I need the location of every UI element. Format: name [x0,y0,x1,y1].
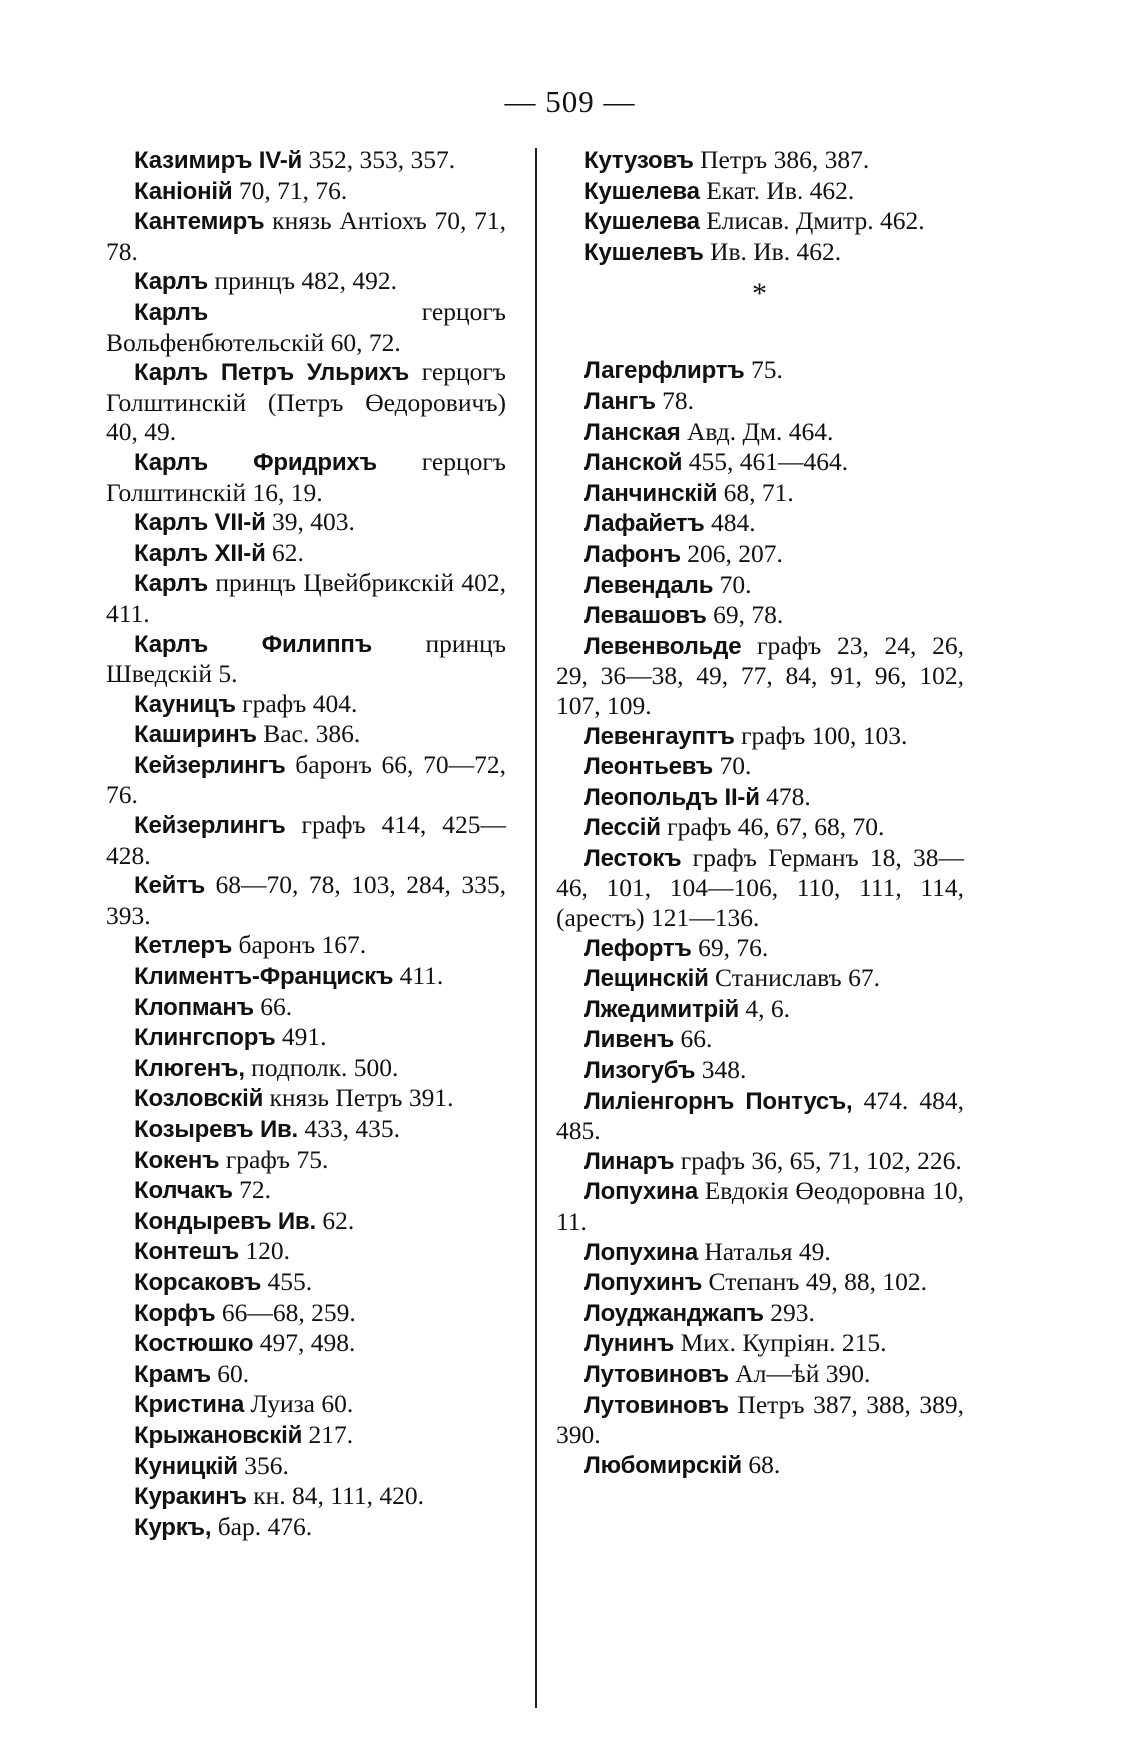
index-entry [556,539,964,570]
index-entry [106,870,506,930]
entry-name: Кушелева [584,177,700,205]
entry-name: Карлъ Фридрихъ [134,448,377,476]
entry-name: Лафонъ [584,540,681,568]
index-entry [556,206,964,237]
index-entry [556,478,964,509]
index-entry [106,629,506,689]
entry-name: Любомирскій [584,1451,742,1479]
index-entry [556,447,964,478]
entry-name: Левашовъ [584,602,707,630]
entry-name: Ланской [584,449,683,477]
entry-references: Станиславъ 67. [708,963,880,993]
entry-name: Каширинъ [134,721,257,749]
entry-references: 474. 484, 485. [556,1085,965,1146]
entry-references: Наталья 49. [697,1236,831,1266]
index-entry [106,810,506,870]
entry-references: 455, 461—464. [682,447,849,477]
entry-name: Левенгауптъ [584,722,735,750]
entry-references: 66. [674,1024,713,1054]
index-entry [556,355,964,386]
entry-name: Крамъ [134,1360,211,1388]
entry-name: Клопманъ [134,993,254,1021]
entry-references: 62. [265,537,304,567]
index-entry [106,1298,506,1329]
entry-references: 478. [759,781,811,811]
entry-references: Ал—ѣй 390. [728,1358,871,1388]
index-entry [106,1145,506,1176]
entry-name: Леопольдъ II-й [584,783,760,811]
entry-references: князь Антіохъ 70, 71, 78. [106,206,506,266]
index-entry [556,994,964,1025]
index-entry [556,237,964,268]
index-entry [106,1114,506,1145]
entry-name: Корфъ [134,1299,216,1327]
entry-name: Кутузовъ [584,147,694,174]
index-entry [106,1236,506,1267]
index-entry [556,751,964,782]
entry-references: 69, 76. [691,932,769,962]
entry-references: 75. [744,355,783,385]
index-entry [106,930,506,961]
entry-name: Левенвольде [584,632,742,660]
index-entry [556,145,964,176]
entry-name: Каніоній [134,177,233,205]
index-entry [556,843,964,933]
index-entry [106,1175,506,1206]
index-entry [106,1053,506,1084]
entry-references: 78. [655,385,695,415]
index-entry [106,507,506,538]
index-entry [556,1024,964,1055]
index-entry [556,176,964,207]
entry-references: бар. 476. [211,1511,313,1541]
entry-name: Лутовиновъ [584,1360,729,1388]
index-entry [556,417,964,448]
entry-references: 68. [741,1449,781,1479]
entry-name: Лестокъ [584,844,682,872]
entry-references: 60. [210,1358,250,1388]
entry-references: Петръ 387, 388, 389, 390. [556,1389,964,1450]
index-entry [106,719,506,750]
entry-name: Кантемиръ [134,208,265,236]
entry-name: Карлъ [134,268,209,296]
index-group-l [556,355,964,1480]
entry-references: принцъ 482, 492. [208,266,398,296]
index-column-right [556,145,964,1480]
entry-references: графъ 404. [235,688,358,718]
entry-name: Куркъ, [134,1513,212,1541]
index-group-k [556,145,964,267]
entry-references: 484. [704,508,756,538]
entry-name: Лефортъ [584,934,692,962]
entry-references: 217. [302,1419,354,1449]
entry-name: Куракинъ [134,1483,247,1511]
page-number: — 509 — [504,84,636,119]
entry-name: Лопухина [584,1238,698,1266]
entry-references: 497, 498. [253,1328,356,1358]
entry-name: Линаръ [584,1147,675,1175]
entry-name: Лжедимитрій [584,995,740,1023]
entry-references: 120. [239,1236,291,1266]
entry-name: Карлъ [134,298,209,326]
entry-references: принцъ Цвейбрикскій 402, 411. [106,568,506,628]
index-entry [556,631,964,721]
index-entry [106,447,506,507]
entry-references: графъ 36, 65, 71, 102, 226. [674,1145,962,1175]
index-entry [106,1328,506,1359]
entry-references: 72. [232,1175,271,1205]
entry-references: 70. [713,751,752,781]
index-entry [556,812,964,843]
entry-name: Лафайетъ [584,510,705,538]
entry-references: 455. [261,1266,313,1296]
index-entry [106,538,506,569]
entry-name: Карлъ Филиппъ [134,630,372,658]
entry-name: Лизогубъ [584,1057,696,1085]
index-entry [106,206,506,266]
entry-name: Карлъ Петръ Ульрихъ [134,359,410,387]
entry-name: Контешъ [134,1238,240,1266]
entry-references: Евдокія Өеодоровна 10, 11. [556,1176,964,1236]
entry-name: Леонтьевъ [584,753,714,781]
entry-name: Лагерфлиртъ [584,357,745,385]
entry-references: 66. [253,991,293,1021]
index-entry [106,992,506,1023]
index-entry [556,1055,964,1086]
entry-references: графъ 46, 67, 68, 70. [660,812,885,842]
index-entry [556,1328,964,1359]
entry-name: Кейзерлингъ [134,812,286,840]
entry-name: Кокенъ [134,1146,220,1174]
entry-references: подполк. 500. [244,1052,399,1082]
entry-references: 352, 353, 357. [302,145,456,174]
entry-references: 411. [393,961,444,991]
entry-references: Авд. Дм. 464. [680,416,834,446]
index-entry [106,1481,506,1512]
index-entry [106,297,506,357]
entry-references: принцъ Шведскій 5. [106,628,506,689]
index-entry [556,1359,964,1390]
entry-references: 206, 207. [680,538,783,568]
entry-name: Лиліенгорнъ Понтусъ, [584,1087,853,1115]
entry-references: баронъ 66, 70—72, 76. [106,749,506,810]
entry-references: Ив. Ив. 462. [703,236,842,266]
asterisk-separator: * [752,277,767,311]
entry-name: Лопухина [584,1178,698,1206]
entry-references: графъ 23, 24, 26, 29, 36—38, 49, 77, 84, 91, 96, 102, 107, 109. [556,630,964,720]
entry-references: Степанъ 49, 88, 102. [702,1267,927,1297]
entry-references: 356. [237,1450,289,1480]
index-entry [556,782,964,813]
entry-name: Кушелева [584,208,700,236]
entry-references: 62. [315,1205,355,1235]
entry-name: Колчакъ [134,1177,233,1205]
entry-name: Лессій [584,814,661,842]
entry-name: Клингспоръ [134,1024,276,1052]
index-entry [556,1390,964,1450]
entry-references: графъ 100, 103. [734,720,908,750]
index-entry [556,933,964,964]
entry-name: Корсаковъ [134,1268,262,1296]
entry-name: Кушелевъ [584,238,704,266]
index-entry [556,1237,964,1268]
entry-name: Лоуджанджапъ [584,1299,764,1327]
entry-name: Карлъ [134,570,209,598]
entry-references: 68—70, 78, 103, 284, 335, 393. [106,870,506,930]
entry-name: Лунинъ [584,1330,675,1358]
index-entry [556,1450,964,1481]
entry-name: Карлъ XII-й [134,539,266,567]
entry-references: графъ 414, 425—428. [106,810,506,870]
index-entry [556,963,964,994]
index-entry [556,1267,964,1298]
entry-references: 68, 71. [717,477,794,507]
entry-references: 70, 71, 76. [232,175,348,205]
entry-name: Клюгенъ, [134,1054,245,1082]
index-entry [556,1146,964,1177]
column-divider [535,148,537,1708]
entry-references: 39, 403. [265,507,355,537]
index-entry [556,721,964,752]
index-entry [556,508,964,539]
entry-name: Лещинскій [584,965,709,993]
entry-name: Кейтъ [134,872,206,900]
entry-references: Елисав. Дмитр. 462. [699,206,925,236]
index-entry [106,1389,506,1420]
entry-name: Костюшко [134,1330,254,1358]
entry-name: Лангъ [584,387,656,415]
index-entry [106,1512,506,1543]
entry-references: 4, 6. [739,993,791,1023]
entry-references: 293. [763,1297,815,1327]
index-entry [106,145,506,176]
entry-references: Мих. Купріян. 215. [674,1328,887,1358]
index-entry [106,1206,506,1237]
entry-references: баронъ 167. [232,930,367,960]
index-entry [556,386,964,417]
entry-references: герцогъ Вольфенбютельскій 60, 72. [106,296,506,357]
section-separator [556,267,964,355]
index-entry [106,568,506,628]
entry-name: Карлъ VII-й [134,509,266,537]
index-entry [556,1298,964,1329]
index-entry [556,1176,964,1236]
entry-name: Козловскій [134,1085,264,1113]
entry-name: Куницкій [134,1452,238,1480]
index-entry [556,570,964,601]
entry-references: 70. [713,569,752,599]
entry-references: кн. 84, 111, 420. [246,1481,425,1511]
entry-references: 348. [695,1055,747,1085]
index-entry [106,689,506,720]
entry-references: Петръ 386, 387. [693,145,870,174]
entry-name: Кетлеръ [134,932,233,960]
entry-name: Климентъ-Францискъ [134,963,394,991]
index-entry [106,357,506,447]
entry-references: 433, 435. [298,1114,401,1143]
index-entry [106,750,506,810]
entry-references: князь Петръ 391. [263,1083,454,1113]
entry-references: герцогъ Голштинскій (Петръ Өедоровичъ) 40, 49. [106,357,506,447]
entry-name: Кондыревъ Ив. [134,1207,316,1235]
entry-references: 69, 78. [706,600,784,630]
index-entry [106,1451,506,1482]
entry-name: Ланская [584,418,681,446]
entry-name: Лопухинъ [584,1269,703,1297]
index-entry [556,600,964,631]
entry-name: Козыревъ Ив. [134,1116,299,1143]
entry-name: Кауницъ [134,690,236,718]
entry-name: Кристина [134,1391,245,1419]
entry-references: Вас. 386. [256,719,361,749]
entry-references: Екат. Ив. 462. [699,175,855,205]
index-entry [106,1267,506,1298]
index-entry [106,1420,506,1451]
index-entry [106,1022,506,1053]
index-entry [556,1086,964,1146]
entry-name: Ланчинскій [584,479,718,507]
entry-references: графъ 75. [219,1144,329,1174]
index-entry [106,1083,506,1114]
index-entry [106,176,506,207]
entry-name: Кейзерлингъ [134,751,286,779]
entry-name: Лутовиновъ [584,1391,729,1419]
index-entry [106,266,506,297]
index-column-left [106,145,506,1542]
entry-name: Крыжановскій [134,1421,303,1449]
entry-references: графъ Германъ 18, 38—46, 101, 104—106, 110, 111, 114, (арестъ) 121—136. [556,842,964,933]
entry-references: 491. [275,1022,327,1052]
index-entry [106,1359,506,1390]
entry-references: Луиза 60. [244,1389,354,1419]
entry-name: Левендаль [584,571,714,599]
entry-name: Ливенъ [584,1026,675,1054]
entry-name: Казимиръ IV-й [134,147,303,174]
entry-references: 66—68, 259. [215,1297,356,1327]
entry-references: герцогъ Голштинскій 16, 19. [106,446,506,507]
index-entry [106,961,506,992]
